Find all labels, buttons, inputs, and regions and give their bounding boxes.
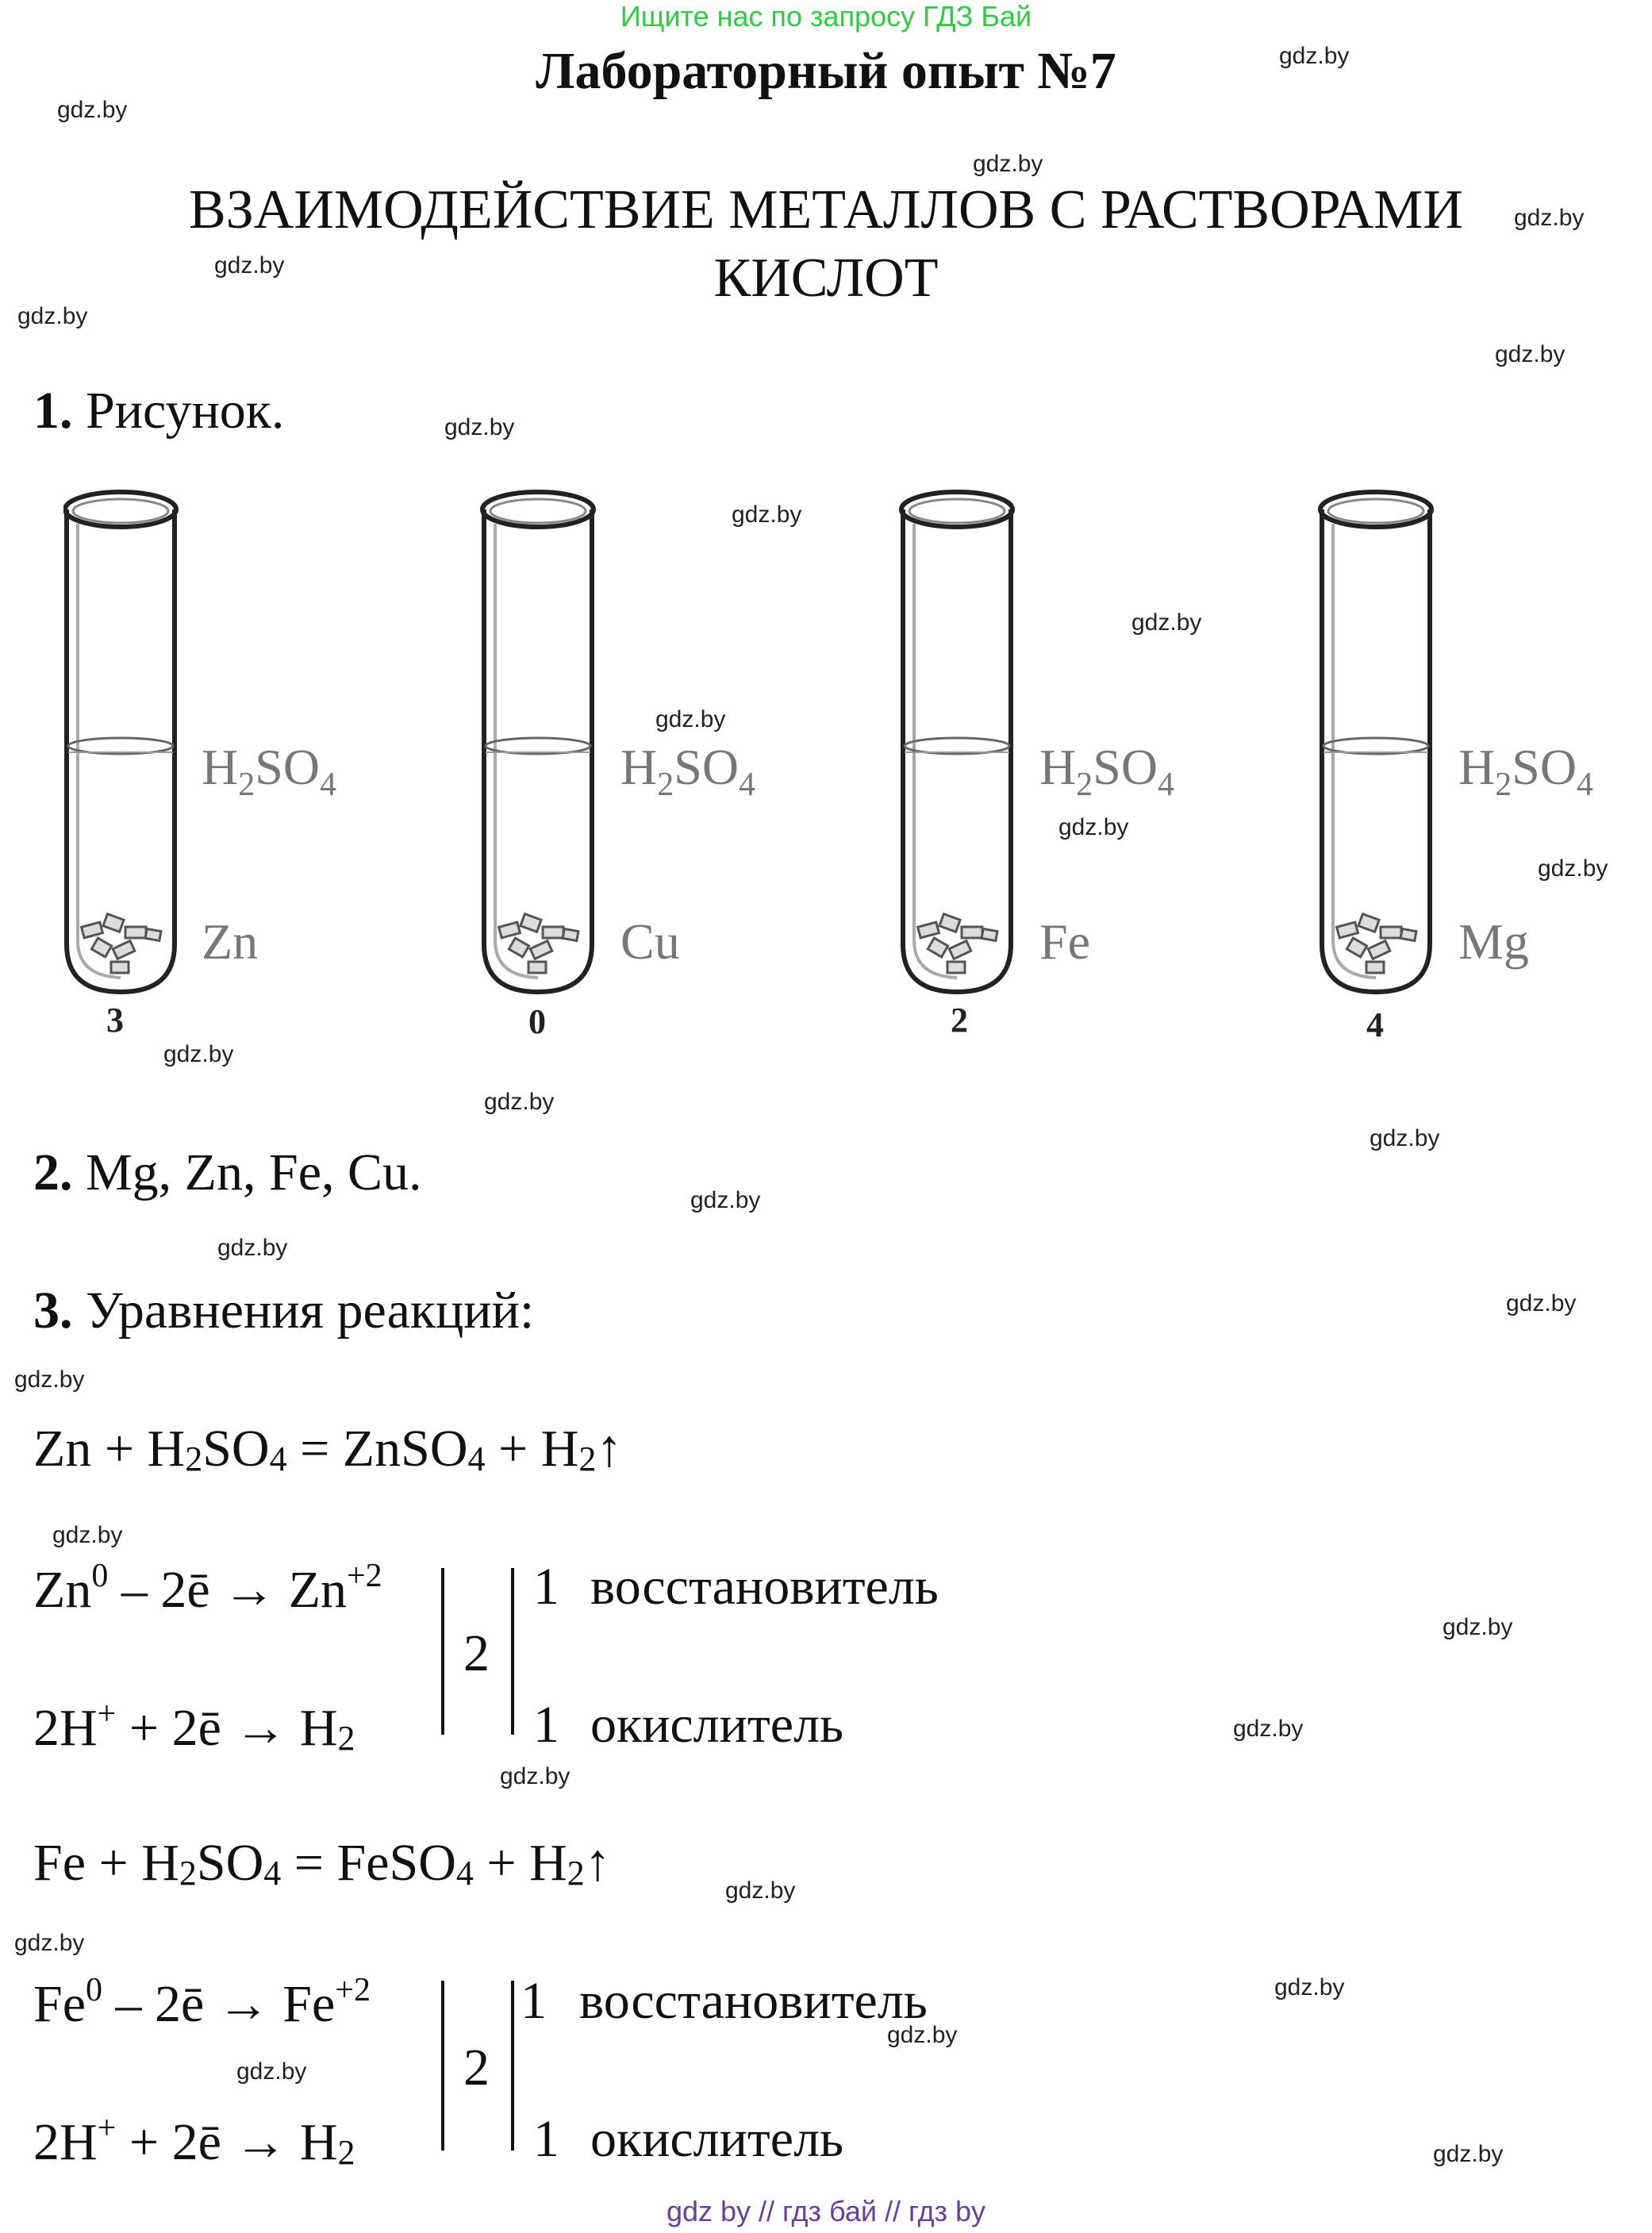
watermark: gdz.by xyxy=(484,1089,555,1115)
main-title-line2: КИСЛОТ xyxy=(713,248,939,309)
reaction-2-divider-right xyxy=(511,1981,514,2150)
watermark: gdz.by xyxy=(444,414,515,440)
watermark: gdz.by xyxy=(14,1366,85,1393)
watermark: gdz.by xyxy=(1233,1716,1304,1742)
watermark: gdz.by xyxy=(214,252,285,279)
reaction-1-role-oxidizer: окислитель xyxy=(590,1696,844,1754)
reaction-2-equation: $Fe + H_2SO_4$ = FeSO$_4$ + $H_2↑$ xyxy=(33,1834,611,1893)
section-2-heading xyxy=(33,1143,422,1203)
tube-1-acid-label: $H_2SO_4$ xyxy=(202,739,337,803)
tube-1-metal-label: Zn xyxy=(202,913,259,970)
section-1-heading xyxy=(33,381,284,441)
tube-4-acid-label: $H_2SO_4$ xyxy=(1458,739,1594,803)
main-title-line1: ВЗАИМОДЕЙСТВИЕ МЕТАЛЛОВ С РАСТВОРАМИ xyxy=(189,179,1463,240)
reaction-2-role-oxidizer: окислитель xyxy=(590,2110,844,2168)
reaction-1-coef-1: 1 xyxy=(533,1558,559,1616)
test-tube-cu xyxy=(482,492,594,992)
reaction-2-coef-2: 1 xyxy=(533,2110,559,2168)
watermark: gdz.by xyxy=(725,1877,796,1904)
section-2-number: 2. xyxy=(33,1143,73,1201)
reaction-2-divider-left xyxy=(441,1981,444,2150)
watermark: gdz.by xyxy=(57,97,128,123)
reaction-2-half-oxidation: Fe$^0$ – 2ē → $Fe^{+2}$ xyxy=(33,1972,371,2033)
search-banner[interactable]: Ищите нас по запросу ГДЗ Бай xyxy=(620,0,1032,33)
reaction-1-divider-right xyxy=(511,1568,514,1735)
watermark: gdz.by xyxy=(1495,341,1566,367)
tube-2-number: 0 xyxy=(528,1002,546,1041)
tube-3-number: 2 xyxy=(951,1001,968,1040)
watermark: gdz.by xyxy=(52,1522,123,1548)
watermark: gdz.by xyxy=(163,1041,234,1067)
test-tube-fe xyxy=(901,492,1012,992)
section-1-text: Рисунок. xyxy=(86,382,285,440)
reaction-1-factor: 2 xyxy=(463,1624,490,1682)
tube-1-number: 3 xyxy=(106,1001,124,1040)
reaction-1-equation: $Zn + H_2SO_4$ = ZnSO$_4$ + $H_2↑$ xyxy=(33,1420,623,1478)
watermark: gdz.by xyxy=(1538,855,1608,882)
watermark: gdz.by xyxy=(690,1187,761,1213)
reaction-2-factor: 2 xyxy=(463,2039,490,2097)
section-2-text: Mg, Zn, Fe, Cu. xyxy=(86,1143,422,1201)
watermark: gdz.by xyxy=(1279,43,1350,69)
watermark: gdz.by xyxy=(655,706,726,732)
watermark: gdz.by xyxy=(17,303,88,329)
section-3-heading xyxy=(33,1281,534,1341)
tube-3-acid-label: $H_2SO_4$ xyxy=(1039,739,1175,803)
tube-2-acid-label: $H_2SO_4$ xyxy=(620,739,756,803)
watermark: gdz.by xyxy=(1433,2141,1504,2167)
watermark: gdz.by xyxy=(1058,814,1129,840)
section-1-number: 1. xyxy=(33,382,73,440)
lab-title: Лабораторный опыт №7 xyxy=(536,42,1116,100)
tube-3-metal-label: Fe xyxy=(1039,913,1090,970)
watermark: gdz.by xyxy=(1131,609,1202,636)
reaction-1-divider-left xyxy=(441,1568,444,1735)
watermark: gdz.by xyxy=(236,2058,307,2085)
watermark: gdz.by xyxy=(500,1763,571,1789)
watermark: gdz.by xyxy=(217,1235,288,1261)
watermark: gdz.by xyxy=(1506,1290,1577,1316)
tube-4-metal-label: Mg xyxy=(1458,913,1529,970)
reaction-2-half-reduction: 2H+ + 2ē → $H_2$ xyxy=(33,2110,355,2172)
watermark: gdz.by xyxy=(1370,1125,1440,1151)
watermark: gdz.by xyxy=(1274,1974,1345,2000)
tube-4-number: 4 xyxy=(1366,1005,1384,1044)
watermark: gdz.by xyxy=(14,1930,85,1956)
reaction-2-coef-1: 1 xyxy=(521,1972,547,2030)
footer-links[interactable]: gdz by // гдз бай // гдз by xyxy=(666,2195,986,2227)
reaction-2-role-reducer: восстановитель xyxy=(579,1972,928,2030)
reaction-1-role-reducer: восстановитель xyxy=(590,1558,939,1616)
section-3-text: Уравнения реакций: xyxy=(86,1282,535,1339)
section-3-number: 3. xyxy=(33,1282,73,1339)
watermark: gdz.by xyxy=(732,502,802,528)
test-tube-mg xyxy=(1320,492,1431,992)
test-tube-zn xyxy=(65,492,176,992)
watermark: gdz.by xyxy=(973,151,1043,177)
watermark: gdz.by xyxy=(887,2022,958,2048)
reaction-1-coef-2: 1 xyxy=(533,1696,559,1754)
reaction-1-half-reduction: 2H+ + 2ē → $H_2$ xyxy=(33,1696,355,1758)
tube-2-metal-label: Cu xyxy=(620,913,680,970)
reaction-1-half-oxidation: Zn$^0$ – 2ē → $Zn^{+2}$ xyxy=(33,1558,382,1619)
watermark: gdz.by xyxy=(1443,1614,1513,1640)
watermark: gdz.by xyxy=(1514,205,1585,231)
